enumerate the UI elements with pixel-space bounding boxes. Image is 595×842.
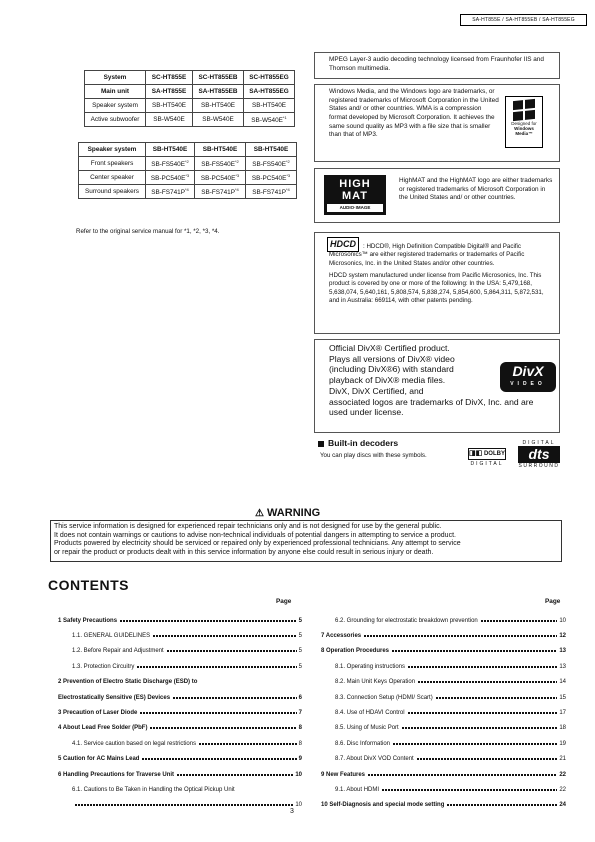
toc-entry-page: 13 xyxy=(559,648,566,655)
table-cell: $SB-FS540E^{*2}$ xyxy=(195,157,246,171)
toc-entry-title: 6.1. Cautions to Be Taken in Handling the Optical Pickup Unit xyxy=(72,786,235,793)
toc-entry-page: 14 xyxy=(559,679,566,686)
toc-entry-page: 18 xyxy=(559,725,566,732)
decoders-text: You can play discs with these symbols. xyxy=(320,452,427,459)
toc-entry[interactable] xyxy=(58,752,302,767)
table-cell: SB-W540E xyxy=(193,113,244,127)
toc-entry-title: 1.2. Before Repair and Adjustment xyxy=(72,648,164,655)
toc-entry-page: 9 xyxy=(298,756,302,763)
hdcd-text-1: : HDCD®, High Definition Compatible Digital® and Pacific Microsonics™ are either registered trademarks or trademarks of Pacific Microsonics, Inc. in the United States and/or other countries. xyxy=(329,243,525,267)
table-cell: SB-HT540E xyxy=(193,99,244,113)
toc-entry-title: 4 About Lead Free Solder (PbF) xyxy=(58,725,148,732)
toc-entry-page: 5 xyxy=(298,648,302,655)
divx-logo-text: DivX xyxy=(512,363,544,379)
toc-entry[interactable] xyxy=(321,767,566,782)
highmat-logo-line1: HIGH xyxy=(339,178,371,190)
divx-line: playback of DivX® media files. xyxy=(329,375,446,386)
toc-entry-title: 3 Precaution of Laser Diode xyxy=(58,710,138,717)
toc-entry-page: 17 xyxy=(559,710,566,717)
toc-entry-title: 9.1. About HDMI xyxy=(335,786,380,793)
warning-line: It does not contain warnings or cautions to advise non-technical individuals of potential dangers in attempting to service a product. xyxy=(54,531,456,539)
divx-line: Plays all versions of DivX® video xyxy=(329,353,455,364)
warning-line: Products powered by electricity should be serviced or repaired only by experienced professional technicians. Any attempt to service xyxy=(54,540,461,548)
table-cell: SA-HT855EG xyxy=(244,85,295,99)
table-cell: $SB-PC540E^{*3}$ xyxy=(195,171,246,185)
table-cell: Surround speakers xyxy=(79,185,146,199)
toc-entry-page: 10 xyxy=(559,617,566,624)
table-cell: SB-W540E xyxy=(146,113,193,127)
table-cell: SB-HT540E xyxy=(146,99,193,113)
highmat-logo-line3: AUDIO·IMAGE xyxy=(327,204,383,212)
toc-entry[interactable] xyxy=(321,721,566,736)
toc-right-column xyxy=(321,613,566,813)
highmat-logo-line2: MAT xyxy=(341,190,368,202)
table-cell: SB-HT540E xyxy=(195,143,246,157)
dts-logo xyxy=(518,440,560,469)
toc-entry-title: 6.2. Grounding for electrostatic breakdown prevention xyxy=(335,617,478,624)
toc-leader xyxy=(167,650,297,652)
toc-entry-title: 8.3. Connection Setup (HDMI/ Scart) xyxy=(335,694,433,701)
table-cell: $SB-FS741P^{*4}$ xyxy=(146,185,195,199)
toc-entry-title: 5 Caution for AC Mains Lead xyxy=(58,756,140,763)
toc-entry[interactable] xyxy=(321,752,566,767)
divx-line: associated logos are trademarks of DivX, Inc. and are xyxy=(329,396,534,407)
divx-line: (including DivX®6) with standard xyxy=(329,364,454,375)
table-cell: $SB-FS540E^{*2}$ xyxy=(146,157,195,171)
dts-logo-text: dts xyxy=(518,446,560,463)
toc-entry[interactable] xyxy=(58,613,302,628)
toc-leader xyxy=(408,666,557,668)
divx-logo xyxy=(500,362,556,392)
divx-line: DivX, DivX Certified, and xyxy=(329,385,424,396)
table-cell: SC-HT855E xyxy=(146,71,193,85)
toc-leader xyxy=(392,650,557,652)
toc-entry[interactable] xyxy=(321,705,566,720)
toc-leader xyxy=(382,789,557,791)
toc-entry[interactable] xyxy=(58,736,302,751)
table-cell: SA-HT855E xyxy=(146,85,193,99)
toc-entry[interactable] xyxy=(58,767,302,782)
toc-leader xyxy=(150,727,296,729)
toc-entry-title: 4.1. Service caution based on legal restrictions xyxy=(72,740,197,747)
windows-logo-bottom: Windows Media™ xyxy=(514,126,534,136)
warning-title: ⚠ WARNING xyxy=(255,507,321,519)
divx-logo-sub: VIDEO xyxy=(510,381,546,387)
toc-entry-page: 8 xyxy=(298,740,302,747)
model-header: SA-HT855E / SA-HT855EB / SA-HT855EG xyxy=(460,14,587,26)
toc-leader xyxy=(173,697,297,699)
toc-leader xyxy=(153,635,297,637)
table-cell: Active subwoofer xyxy=(85,113,146,127)
toc-leader xyxy=(177,774,293,776)
toc-leader xyxy=(393,743,557,745)
toc-entry-page: 10 xyxy=(295,802,302,809)
toc-entry-page: 24 xyxy=(559,802,566,809)
divx-line: Official DivX® Certified product. xyxy=(329,343,450,353)
table-cell: SA-HT855EB xyxy=(193,85,244,99)
toc-entry-title: Electrostatically Sensitive (ES) Devices xyxy=(58,694,171,701)
toc-entry-page: 15 xyxy=(559,694,566,701)
toc-leader xyxy=(368,774,557,776)
toc-leader xyxy=(140,712,296,714)
toc-entry[interactable] xyxy=(321,675,566,690)
contents-title: CONTENTS xyxy=(48,577,129,593)
table-cell: $SB-FS540E^{*2}$ xyxy=(246,157,297,171)
toc-entry[interactable] xyxy=(321,628,566,643)
mpeg-text: MPEG Layer-3 audio decoding technology licensed from Fraunhofer IIS and Thomson multimedia. xyxy=(329,56,544,72)
toc-entry-page: 13 xyxy=(559,663,566,670)
toc-leader xyxy=(199,743,297,745)
toc-leader xyxy=(408,712,558,714)
table-cell: System xyxy=(85,71,146,85)
dts-logo-top: DIGITAL xyxy=(522,440,556,446)
table-cell: $SB-W540E^{*1}$ xyxy=(244,113,295,127)
toc-entry[interactable] xyxy=(58,690,302,705)
warning-triangle-icon: ⚠ xyxy=(255,508,264,519)
toc-entry-page: 21 xyxy=(559,756,566,763)
system-table xyxy=(84,70,295,127)
toc-leader xyxy=(364,635,557,637)
hdcd-logo: HDCD xyxy=(327,237,359,252)
highmat-logo xyxy=(324,175,386,215)
toc-entry-title: 8.1. Operating instructions xyxy=(335,663,406,670)
toc-entry[interactable] xyxy=(321,736,566,751)
toc-entry-title: 8 Operation Procedures xyxy=(321,648,390,655)
toc-entry[interactable] xyxy=(58,675,302,690)
dts-logo-sub: SURROUND xyxy=(518,463,560,469)
warning-box xyxy=(50,520,562,562)
toc-entry[interactable] xyxy=(321,613,566,628)
toc-entry[interactable] xyxy=(58,798,302,813)
toc-entry-page: 22 xyxy=(559,771,566,778)
toc-entry-title: 10 Self-Diagnosis and special mode setting xyxy=(321,802,445,809)
hdcd-text-2: HDCD system manufactured under license from Pacific Microsonics, Inc. This product is covered by one or more of the following: In the USA: 5,479,168, 5,638,074, 5,640,161, 5,808,574, 5,838,274, 5,854,600, 5,864,311, 5,872,531, and in Australia: 669114, with other patents pending. xyxy=(329,272,544,305)
toc-entry[interactable] xyxy=(321,782,566,797)
toc-entry[interactable] xyxy=(58,644,302,659)
toc-entry-title: 6 Handling Precautions for Traverse Unit xyxy=(58,771,175,778)
dolby-logo xyxy=(468,448,506,467)
toc-entry[interactable] xyxy=(58,721,302,736)
toc-leader xyxy=(417,758,558,760)
table-cell: Center speaker xyxy=(79,171,146,185)
page-column-header-left: Page xyxy=(276,598,292,605)
toc-leader xyxy=(120,620,297,622)
table-cell: Front speakers xyxy=(79,157,146,171)
toc-entry[interactable] xyxy=(58,628,302,643)
toc-leader xyxy=(447,804,557,806)
table-cell: SC-HT855EG xyxy=(244,71,295,85)
toc-entry-page: 5 xyxy=(298,633,302,640)
toc-entry-page: 22 xyxy=(559,786,566,793)
toc-entry-page: 19 xyxy=(559,740,566,747)
toc-entry-title: 8.5. Using of Music Port xyxy=(335,725,399,732)
table-cell: Main unit xyxy=(85,85,146,99)
table-cell: $SB-PC540E^{*3}$ xyxy=(246,171,297,185)
toc-entry-title: 7 Accessories xyxy=(321,633,362,640)
toc-leader xyxy=(142,758,296,760)
windows-logo-top: Designed for xyxy=(511,121,537,126)
page-number: 3 xyxy=(290,808,294,815)
toc-entry-page: 5 xyxy=(298,663,302,670)
toc-entry-title: 2 Prevention of Electro Static Discharge (ESD) to xyxy=(58,679,198,686)
toc-leader xyxy=(137,666,296,668)
toc-entry-page: 12 xyxy=(559,633,566,640)
toc-entry-title: 1.1. GENERAL GUIDELINES xyxy=(72,633,151,640)
toc-entry[interactable] xyxy=(321,798,566,813)
toc-entry-title: 8.7. About DivX VOD Content xyxy=(335,756,414,763)
table-cell: SB-HT540E xyxy=(244,99,295,113)
toc-leader xyxy=(436,697,558,699)
toc-entry-title: 1.3. Protection Circuitry xyxy=(72,663,135,670)
windows-logo xyxy=(505,96,543,148)
mpeg-license-box xyxy=(314,52,560,79)
speaker-table xyxy=(78,142,297,199)
toc-entry-page: 8 xyxy=(298,725,302,732)
refer-note: Refer to the original service manual for *1, *2, *3, *4. xyxy=(76,228,220,235)
dolby-logo-text: ◨◧ DOLBY xyxy=(468,448,506,460)
windows-flag-icon xyxy=(513,99,535,121)
dolby-logo-sub: DIGITAL xyxy=(470,461,504,467)
table-cell: Speaker system xyxy=(85,99,146,113)
toc-entry-page: 6 xyxy=(298,694,302,701)
toc-entry[interactable] xyxy=(58,659,302,674)
table-cell: $SB-FS741P^{*4}$ xyxy=(246,185,297,199)
page-column-header-right: Page xyxy=(545,598,561,605)
toc-leader xyxy=(75,804,293,806)
windows-text: Windows Media, and the Windows logo are trademarks, or registered trademarks of Microsoft Corporation in the United States and/ or other countries. WMA is a compression format developed by Microsoft Corporation. It achieves the same sound quality as MP3 with a file size that is smaller than that of MP3. xyxy=(329,88,499,139)
table-cell: SB-HT540E xyxy=(146,143,195,157)
toc-entry-title: 9 New Features xyxy=(321,771,366,778)
toc-entry[interactable] xyxy=(321,690,566,705)
toc-entry-title: 8.2. Main Unit Keys Operation xyxy=(335,679,416,686)
toc-leader xyxy=(481,620,558,622)
toc-entry-title: 1 Safety Precautions xyxy=(58,617,118,624)
toc-leader xyxy=(418,681,557,683)
warning-line: or repair the product or products dealt with in this service information by anyone else could result in serious injury or death. xyxy=(54,548,434,556)
toc-leader xyxy=(402,727,558,729)
table-cell: SB-HT540E xyxy=(246,143,297,157)
warning-line: This service information is designed for experienced repair technicians only and is not designed for use by the general public. xyxy=(54,523,442,530)
toc-entry-page: 5 xyxy=(298,617,302,624)
table-cell: SC-HT855EB xyxy=(193,71,244,85)
bullet-square-icon xyxy=(318,441,324,447)
toc-entry[interactable] xyxy=(58,782,302,797)
table-cell: $SB-FS741P^{*4}$ xyxy=(195,185,246,199)
divx-line: used under license. xyxy=(329,407,404,418)
toc-entry[interactable] xyxy=(58,705,302,720)
toc-entry-page: 10 xyxy=(295,771,302,778)
highmat-text: HighMAT and the HighMAT logo are either trademarks or registered trademarks of Microsoft Corporation in the United States and/ or other countries. xyxy=(399,177,553,202)
table-cell: $SB-PC540E^{*3}$ xyxy=(146,171,195,185)
toc-entry[interactable] xyxy=(321,659,566,674)
toc-entry-title: 8.6. Disc Information xyxy=(335,740,391,747)
toc-entry-title: 8.4. Use of HDAVI Control xyxy=(335,710,405,717)
toc-entry[interactable] xyxy=(321,644,566,659)
decoders-title: Built-in decoders xyxy=(318,438,398,448)
toc-entry-page: 7 xyxy=(298,710,302,717)
table-cell: Speaker system xyxy=(79,143,146,157)
toc-left-column xyxy=(58,613,302,813)
